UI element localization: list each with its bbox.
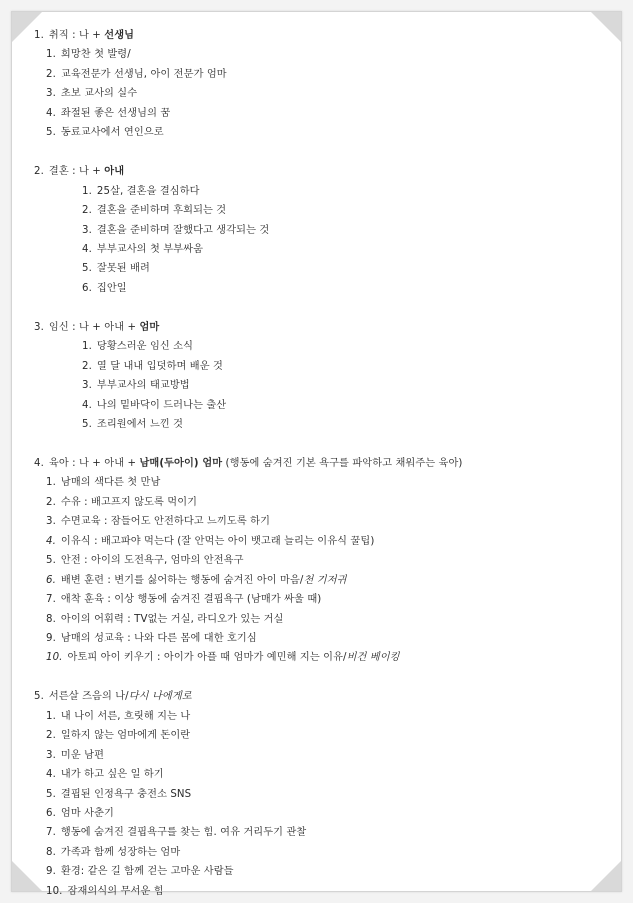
list-item <box>46 749 104 763</box>
list-item <box>46 826 306 840</box>
list-item-text: 잘못된 배려 <box>96 263 150 275</box>
list-item <box>46 515 270 529</box>
list-item <box>82 243 203 257</box>
list-item-text: 애착 훈육 : 이상 행동에 숨겨진 결핍욕구 (남매가 싸울 때) <box>60 594 322 606</box>
list-item-text: 이유식 : 배고파야 먹는다 (잘 안먹는 아이 뱃고래 늘리는 이유식 꿀팁) <box>60 535 375 547</box>
list-item <box>46 885 164 899</box>
list-item-text: 당황스러운 임신 소식 <box>96 341 194 353</box>
section-title-bold: 아내 <box>104 166 125 178</box>
list-item-text: 엄마 사춘기 <box>60 808 114 819</box>
list-item-text: 열 달 내내 입덧하며 배운 것 <box>96 360 223 372</box>
list-item-number: 6. <box>46 574 56 586</box>
list-item-text: 교육전문가 선생님, 아이 전문가 엄마 <box>60 68 227 80</box>
list-item-number: 1. <box>82 185 92 197</box>
list-item <box>46 87 137 101</box>
list-item-number: 3. <box>46 749 56 761</box>
list-item-italic: 천 기저귀 <box>303 574 347 586</box>
section-number: 1. <box>34 30 44 41</box>
list-item-text: 결혼을 준비하며 후회되는 것 <box>96 205 227 217</box>
list-item-text: 미운 남편 <box>60 749 105 761</box>
list-item-text: 부부교사의 태교방법 <box>96 380 190 392</box>
list-item-text: 잠재의식의 무서운 힘 <box>67 885 164 897</box>
list-item <box>82 399 226 413</box>
list-item-number: 1. <box>46 49 56 61</box>
list-item <box>46 729 190 743</box>
list-item-number: 9. <box>46 866 56 878</box>
list-item-text: 좌절된 좋은 선생님의 꿈 <box>60 107 171 119</box>
list-item-text: 나의 밑바닥이 드러나는 출산 <box>96 399 227 411</box>
list-item-number: 5. <box>46 788 56 800</box>
list-item <box>46 768 164 782</box>
list-item <box>46 126 164 140</box>
list-item-number: 2. <box>46 68 56 80</box>
list-item-number: 10. <box>46 885 63 897</box>
list-item-italic: 비건 베이킹 <box>346 652 400 664</box>
list-item-text: 수면교육 : 잠들어도 안전하다고 느끼도록 하기 <box>60 516 271 528</box>
list-item-number: 9. <box>46 632 56 644</box>
list-item-number: 2. <box>46 496 56 508</box>
list-item-text: 25살, 결혼을 결심하다 <box>96 185 200 197</box>
list-item-text: 남매의 성교육 : 나와 다른 몸에 대한 호기심 <box>60 632 257 644</box>
section-number: 5. <box>34 691 44 703</box>
list-item <box>46 865 234 879</box>
list-item <box>46 68 227 82</box>
list-item-number: 4. <box>82 399 92 411</box>
list-item-number: 1. <box>82 341 92 353</box>
list-item-number: 7. <box>46 827 56 839</box>
list-item-text: 안전 : 아이의 도전욕구, 엄마의 안전욕구 <box>60 555 244 567</box>
section-title-bold: 선생님 <box>104 30 135 41</box>
section-number: 3. <box>34 321 44 333</box>
list-item <box>46 496 197 510</box>
list-item <box>82 418 183 432</box>
list-item-text: 환경: 같은 길 함께 걷는 고마운 사람들 <box>60 866 234 878</box>
list-item <box>82 340 193 354</box>
list-item <box>46 593 321 607</box>
page-corner-bottom-right <box>591 861 621 891</box>
list-item <box>82 379 190 393</box>
list-item <box>46 632 257 646</box>
list-item-text: 내 나이 서른, 흐릿해 지는 나 <box>60 710 191 722</box>
list-item-number: 1. <box>46 477 56 489</box>
list-item-text: 부부교사의 첫 부부싸움 <box>96 243 204 255</box>
list-item-number: 3. <box>46 88 56 100</box>
section-title: 임신 : 나 + 아내 + <box>48 321 140 333</box>
list-item-number: 5. <box>82 419 92 430</box>
section-heading <box>34 690 192 704</box>
list-item-text: 아토피 아이 키우기 : 아이가 아플 때 엄마가 예민해 지는 이유/ <box>67 652 347 664</box>
list-item-number: 4. <box>82 243 92 255</box>
list-item <box>46 476 160 490</box>
section-number: 2. <box>34 166 44 178</box>
list-item-number: 2. <box>46 730 56 742</box>
list-item <box>82 185 200 199</box>
list-item-number: 5. <box>46 555 56 567</box>
list-item-number: 4. <box>46 535 56 547</box>
list-item-text: 수유 : 배고프지 않도록 먹이기 <box>60 496 198 508</box>
list-item-text: 집안일 <box>96 282 127 294</box>
list-item-number: 8. <box>46 846 56 858</box>
list-item-text: 가족과 함께 성장하는 엄마 <box>60 846 181 858</box>
list-item-text: 초보 교사의 실수 <box>60 88 138 100</box>
section-title: 취직 : 나 + <box>48 30 105 41</box>
section-heading <box>34 165 124 179</box>
list-item-number: 6. <box>82 282 92 294</box>
page-corner-top-right <box>591 12 621 42</box>
list-item <box>46 574 347 588</box>
list-item <box>46 788 191 802</box>
list-item-number: 7. <box>46 594 56 606</box>
list-item-text: 희망찬 첫 발령/ <box>60 49 131 61</box>
list-item-number: 2. <box>82 205 92 217</box>
list-item-number: 4. <box>46 769 56 781</box>
list-item-number: 3. <box>46 516 56 528</box>
list-item-number: 8. <box>46 613 56 625</box>
list-item <box>46 535 374 549</box>
list-item <box>82 282 127 296</box>
list-item <box>82 224 269 238</box>
list-item-text: 아이의 어휘력 : TV없는 거실, 라디오가 있는 거실 <box>60 613 284 625</box>
list-item-number: 3. <box>82 380 92 392</box>
section-title-bold: 남매(두아이) 엄마 <box>139 457 223 469</box>
list-item-text: 행동에 숨겨진 결핍욕구를 찾는 힘. 여유 거리두기 관찰 <box>60 827 307 839</box>
list-item-text: 배변 훈련 : 변기를 싫어하는 행동에 숨겨진 아이 마음/ <box>60 574 304 586</box>
list-item-text: 결혼을 준비하며 잘했다고 생각되는 것 <box>96 224 270 236</box>
list-item-text: 남매의 색다른 첫 만남 <box>60 477 161 489</box>
section-title-italic: 다시 나에게로 <box>128 691 192 703</box>
list-item-number: 5. <box>46 127 56 139</box>
list-item <box>82 360 223 374</box>
document-page <box>11 11 622 897</box>
list-item-text: 내가 하고 싶은 일 하기 <box>60 769 164 781</box>
page-corner-bottom-left <box>12 861 42 891</box>
list-item <box>46 846 180 860</box>
section-number: 4. <box>34 457 44 469</box>
list-item-text: 일하지 않는 엄마에게 돈이란 <box>60 730 191 742</box>
section-title: 서른살 즈음의 나/ <box>48 691 129 703</box>
list-item-number: 5. <box>82 263 92 275</box>
list-item-number: 3. <box>82 224 92 236</box>
list-item <box>46 48 131 62</box>
list-item-number: 2. <box>82 360 92 372</box>
list-item-number: 4. <box>46 107 56 119</box>
list-item <box>46 710 190 724</box>
list-item-text: 동료교사에서 연인으로 <box>60 127 164 139</box>
list-item <box>46 807 114 821</box>
list-item <box>82 262 150 276</box>
section-heading <box>34 321 159 335</box>
list-item-number: 10. <box>46 652 63 664</box>
list-item <box>82 204 226 218</box>
section-title: 결혼 : 나 + <box>48 166 105 178</box>
section-title-bold: 엄마 <box>139 321 160 333</box>
section-title: 육아 : 나 + 아내 + <box>48 457 140 469</box>
list-item-number: 6. <box>46 808 56 819</box>
section-title-note: (행동에 숨겨진 기본 욕구를 파악하고 채워주는 육아) <box>222 457 463 469</box>
section-heading <box>34 29 134 43</box>
list-item <box>46 107 170 121</box>
list-item-number: 1. <box>46 710 56 722</box>
section-heading <box>34 457 463 471</box>
list-item <box>46 613 284 627</box>
list-item-text: 결핍된 인정욕구 충전소 SNS <box>60 788 192 800</box>
list-item-text: 조리원에서 느낀 것 <box>96 419 184 430</box>
list-item <box>46 651 400 665</box>
list-item <box>46 554 244 568</box>
